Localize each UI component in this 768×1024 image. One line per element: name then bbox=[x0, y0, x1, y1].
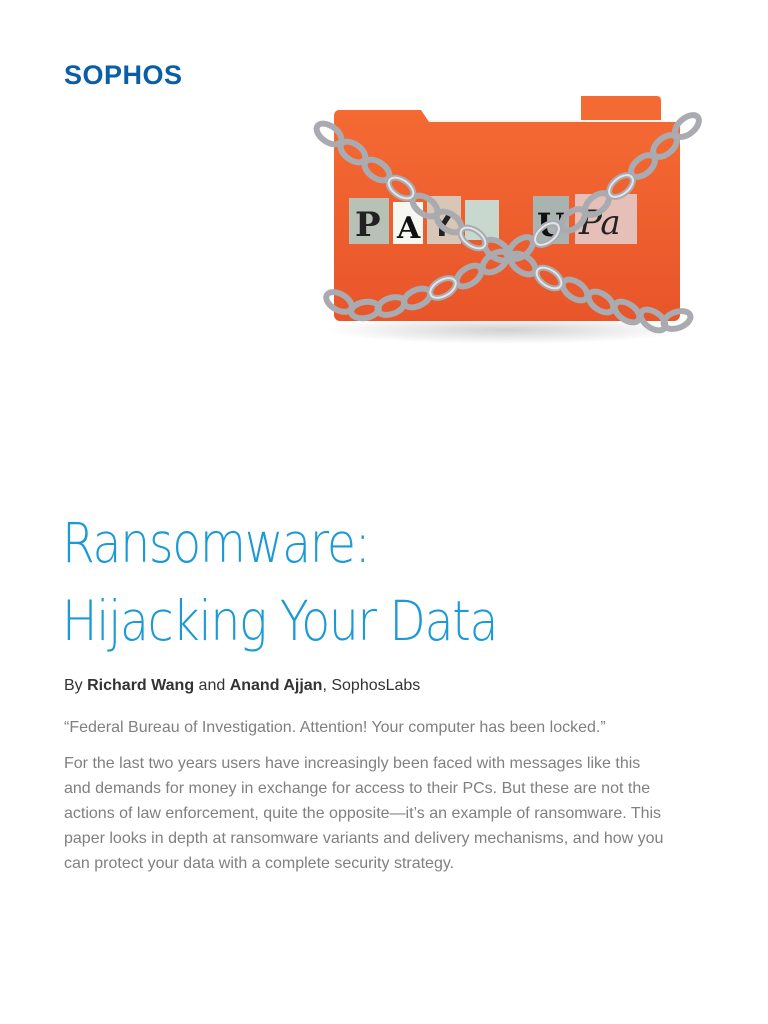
page-title bbox=[62, 504, 497, 660]
chained-folder-icon bbox=[305, 90, 705, 350]
intro-paragraph: For the last two years users have increasingly been faced with messages like this and demands for money in exchange for access to their PCs. But these are not the actions of law enforcement, quite the opposite—it’s an example of ransomware. This paper looks in depth at ransomware variants and delivery mechanisms, and how you can protect your data with a complete security strategy. bbox=[64, 755, 664, 872]
title-line-2: Hijacking Your Data bbox=[62, 589, 498, 653]
title-line-1: Ransomware: bbox=[62, 511, 370, 575]
svg-text:P: P bbox=[355, 205, 381, 245]
svg-text:U: U bbox=[537, 206, 565, 244]
byline bbox=[64, 675, 420, 697]
byline-conjunction: and bbox=[198, 677, 226, 694]
sophos-logo: SOPHOS bbox=[64, 60, 183, 90]
author-name: Anand Ajjan bbox=[229, 677, 323, 694]
svg-text:Pa: Pa bbox=[579, 203, 621, 243]
svg-text:A: A bbox=[397, 211, 421, 246]
intro-quote: “Federal Bureau of Investigation. Attention! Your computer has been locked.” bbox=[64, 719, 606, 736]
hero-image bbox=[305, 90, 705, 350]
byline-prefix: By bbox=[64, 677, 83, 694]
byline-affiliation: , SophosLabs bbox=[322, 677, 421, 694]
author-name: Richard Wang bbox=[87, 677, 195, 694]
svg-text:Y: Y bbox=[431, 209, 453, 244]
